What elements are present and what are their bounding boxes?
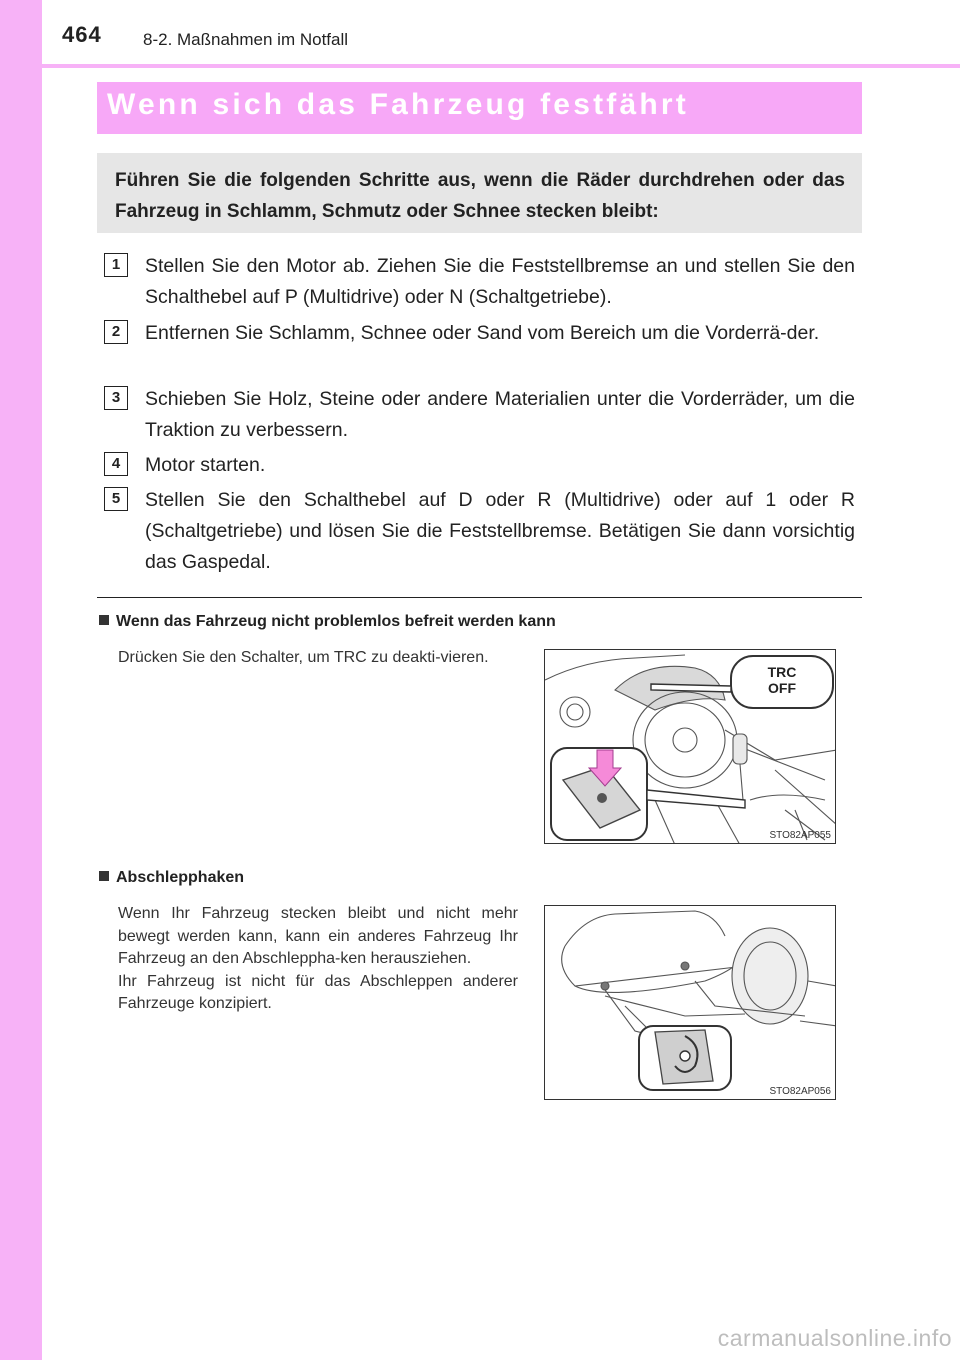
step-text-3: Schieben Sie Holz, Steine oder andere Materialien unter die Vorderräder, um die Traktion zu verbessern. bbox=[145, 388, 855, 441]
step-text-5: Stellen Sie den Schalthebel auf D oder R (Multidrive) oder auf 1 oder R (Schaltgetriebe) und lösen Sie die Feststellbremse. Betätigen Sie dann vorsichtig das Gaspedal. bbox=[145, 489, 855, 573]
trc-dashboard-illustration bbox=[545, 650, 836, 844]
intro-box bbox=[97, 153, 862, 233]
step-number-3: 3 bbox=[104, 386, 128, 410]
section-divider bbox=[97, 597, 862, 598]
note-heading-towhook bbox=[99, 869, 244, 887]
step-number-2: 2 bbox=[104, 320, 128, 344]
figure-tow-hook bbox=[544, 905, 836, 1100]
step-text-4: Motor starten. bbox=[145, 454, 266, 476]
intro-text: Führen Sie die folgenden Schritte aus, wenn die Räder durchdrehen oder das Fahrzeug in Schlamm, Schmutz oder Schnee stecken bleibt: bbox=[115, 170, 845, 222]
title-bar bbox=[97, 82, 862, 134]
section-title: 8-2. Maßnahmen im Notfall bbox=[143, 30, 349, 49]
page-title: Wenn sich das Fahrzeug festfährt bbox=[107, 88, 689, 121]
side-color-band bbox=[0, 0, 42, 1360]
note-text-trc: Drücken Sie den Schalter, um TRC zu deakti-vieren. bbox=[118, 649, 489, 666]
square-bullet-icon bbox=[99, 871, 109, 881]
step-text-2: Entfernen Sie Schlamm, Schnee oder Sand vom Bereich um die Vorderrä-der. bbox=[145, 322, 820, 344]
header-rule bbox=[42, 64, 960, 68]
figure-code-towhook: STO82AP056 bbox=[769, 1086, 831, 1097]
page-number: 464 bbox=[62, 22, 102, 47]
note-heading-trc bbox=[99, 613, 556, 631]
note-heading-trc-text: Wenn das Fahrzeug nicht problemlos befreit werden kann bbox=[116, 613, 556, 630]
note-heading-towhook-text: Abschlepphaken bbox=[116, 869, 245, 886]
step-number-4: 4 bbox=[104, 452, 128, 476]
figure-trc-off bbox=[544, 649, 836, 844]
trc-callout-line2: OFF bbox=[768, 680, 796, 696]
watermark: carmanualsonline.info bbox=[717, 1325, 952, 1351]
figure-code-trc: STO82AP055 bbox=[769, 830, 831, 841]
trc-callout-line1: TRC bbox=[767, 664, 797, 680]
tow-hook-illustration bbox=[545, 906, 836, 1100]
step-number-1: 1 bbox=[104, 253, 128, 277]
note-text-towhook: Wenn Ihr Fahrzeug stecken bleibt und nicht mehr bewegt werden kann, kann ein anderes Fahrzeug Ihr Fahrzeug an den Abschleppha-ken herausziehen. Ihr Fahrzeug ist nicht für das Abschleppen anderer Fahrzeuge konzipiert. bbox=[118, 905, 518, 1012]
step-text-1: Stellen Sie den Motor ab. Ziehen Sie die Feststellbremse an und stellen Sie den Schalthebel auf P (Multidrive) oder N (Schaltgetriebe). bbox=[145, 255, 855, 308]
step-number-5: 5 bbox=[104, 487, 128, 511]
square-bullet-icon bbox=[99, 615, 109, 625]
